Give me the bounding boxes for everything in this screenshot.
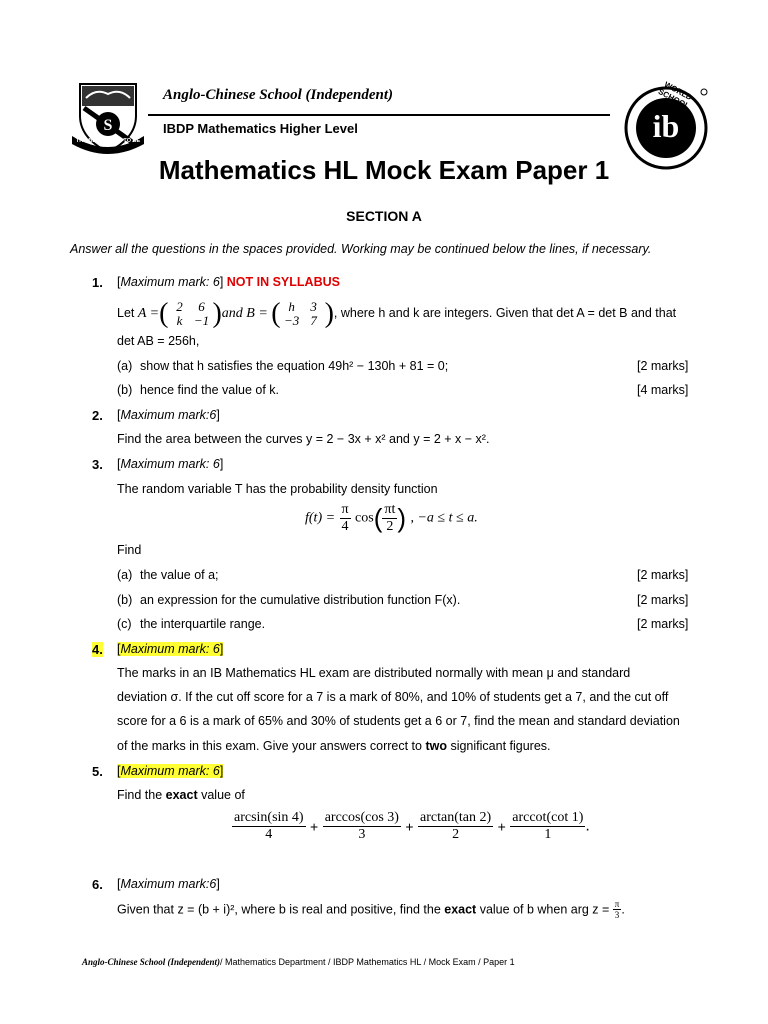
q3b-text: an expression for the cumulative distribution function F(x). [140,593,461,607]
q3-pdf-formula: f(t) = $\frac{\pi}{4}$ cos( $\frac{\pi t}{2}$ ) , −a ≤ t ≤ a. [305,502,478,534]
q3-header: [Maximum mark: 6] [117,457,224,471]
q6-text-a: Given that z = (b + i)², where b is real and positive, find the [117,902,445,917]
ib-logo-text: WORLD SCHOOL [656,79,694,111]
q3a-marks: [2 marks] [637,568,689,582]
frac-num: arcsin(sin 4) [234,810,304,825]
q4-line3: score for a 6 is a mark of 65% and 30% of students get a 6 or 7, find the mean and standard deviation [117,714,680,728]
course-subtitle: IBDP Mathematics Higher Level [163,121,358,136]
q5-text-c: value of [197,788,245,802]
mat-a-11: 2 [176,298,183,314]
q1a-label: (a) [117,359,133,373]
q5-expression [232,810,590,843]
q1-A-eq: A = [137,306,160,321]
q2-maxmark: Maximum mark:6 [120,408,217,422]
frac-num: arctan(tan 2) [420,810,492,825]
mat-a-12: 6 [198,298,205,314]
q4-line1: The marks in an IB Mathematics HL exam are distributed normally with mean μ and standard [117,666,631,680]
frac-num: π [614,899,620,909]
q1-matrix-b: ( h 3 −3 7 ) [271,297,334,329]
q3c-marks: [2 marks] [637,617,689,631]
mat-b-22: 7 [310,312,317,328]
q2-number: 2. [92,408,103,423]
school-crest [72,80,144,156]
q4-line4-bold: two [425,739,447,753]
q1-and-B: and B = [221,306,268,321]
frac-den: 4 [341,519,349,534]
mat-b-12: 3 [310,298,317,314]
q5-number: 5. [92,764,103,779]
q3b-label: (b) [117,593,133,607]
q3-text: The random variable T has the probability density function [117,482,438,496]
q4-line4-a: of the marks in this exam. Give your answers correct to [117,739,426,753]
plus-sign: + [310,818,319,835]
q5-frac-1 [232,810,306,843]
q3c-label: (c) [117,617,132,631]
q3-range: , −a ≤ t ≤ a. [410,510,478,526]
footer-school: Anglo-Chinese School (Independent) [82,957,221,967]
q1-let: Let [117,306,135,320]
frac-den: 4 [265,827,273,842]
mat-b-11: h [288,298,295,314]
period: . [585,817,590,835]
q6-text-bold: exact [444,902,477,917]
q3b-marks: [2 marks] [637,593,689,607]
q5-frac-4 [510,810,585,843]
svg-text:S: S [103,117,113,134]
q5-text-bold: exact [165,788,198,802]
q3-maxmark: Maximum mark: 6 [120,457,220,471]
q3-cos: cos [355,510,374,526]
q5-frac-3 [418,810,493,843]
header-rule [148,114,610,116]
q3-frac-pi-4 [340,502,351,535]
q6-maxmark: Maximum mark:6 [120,877,217,891]
q4-line2: deviation σ. If the cut off score for a 7 is a mark of 80%, and 10% of students get a 7, and the cut off [117,690,669,704]
q1b-text: hence find the value of k. [140,383,279,397]
q5-header: [Maximum mark: 6] [117,764,224,778]
q1-where: , where h and k are integers. Given that det A = det B and that [333,306,677,320]
period: . [621,902,625,917]
q1-not-in-syllabus: NOT IN SYLLABUS [226,275,340,289]
q1-line1 [117,299,676,328]
instructions: Answer all the questions in the spaces provided. Working may be continued below the lines, if necessary. [70,242,652,256]
frac-num: πt [384,502,396,517]
frac-den: 2 [452,827,460,842]
q3-frac-pit-2 [382,502,397,535]
q6-text [117,899,625,920]
frac-num: arccot(cot 1) [512,810,584,825]
frac-den: 3 [614,910,620,920]
q3-f-lhs: f(t) = [305,510,336,526]
frac-num: arccos(cos 3) [324,810,399,825]
q6-number: 6. [92,877,103,892]
mat-a-21: k [176,312,183,328]
q6-text-c: value of b when arg z = [476,902,613,917]
plus-sign: + [405,818,414,835]
q1-line2: det AB = 256h, [117,334,200,348]
q1a-text: show that h satisfies the equation 49h² − 130h + 81 = 0; [140,359,449,373]
q1-number: 1. [92,275,103,290]
q5-maxmark: Maximum mark: 6 [120,764,220,778]
section-heading: SECTION A [346,208,422,224]
q4-line4-c: significant figures. [446,739,551,753]
q2-header: [Maximum mark:6] [117,408,220,422]
q5-text [117,788,245,802]
q5-frac-2 [323,810,401,843]
mat-a-22: −1 [193,312,210,328]
q3-number: 3. [92,457,103,472]
q1a-marks: [2 marks] [637,359,689,373]
footer [82,957,515,967]
crest-motto: THE BEST IS YET TO BE [75,138,141,144]
q4-maxmark: Maximum mark: 6 [120,642,220,656]
ib-mark: ib [652,108,680,144]
frac-den: 1 [544,827,552,842]
q4-number: 4. [92,642,103,657]
q1b-label: (b) [117,383,133,397]
frac-num: π [341,502,349,517]
frac-den: 3 [358,827,366,842]
q1-matrix-a: ( 2 6 k −1 ) [159,297,222,329]
q3a-text: the value of a; [140,568,219,582]
q1-maxmark: Maximum mark: 6 [120,275,220,289]
q2-text: Find the area between the curves y = 2 − 3x + x² and y = 2 + x − x². [117,432,490,446]
q4-header: [Maximum mark: 6] [117,642,224,656]
frac-den: 2 [386,519,394,534]
q3-find: Find [117,543,142,557]
q4-line4 [117,739,551,753]
q5-text-a: Find the [117,788,166,802]
footer-path: / Mathematics Department / IBDP Mathematics HL / Mock Exam / Paper 1 [220,957,515,967]
q3a-label: (a) [117,568,133,582]
page-title: Mathematics HL Mock Exam Paper 1 [158,155,610,185]
plus-sign: + [497,818,506,835]
q6-header: [Maximum mark:6] [117,877,220,891]
school-name: Anglo-Chinese School (Independent) [163,87,394,103]
mat-b-21: −3 [283,312,300,328]
q1-header: [Maximum mark: 6] NOT IN SYLLABUS [117,275,340,289]
q1b-marks: [4 marks] [637,383,689,397]
q3c-text: the interquartile range. [140,617,266,631]
